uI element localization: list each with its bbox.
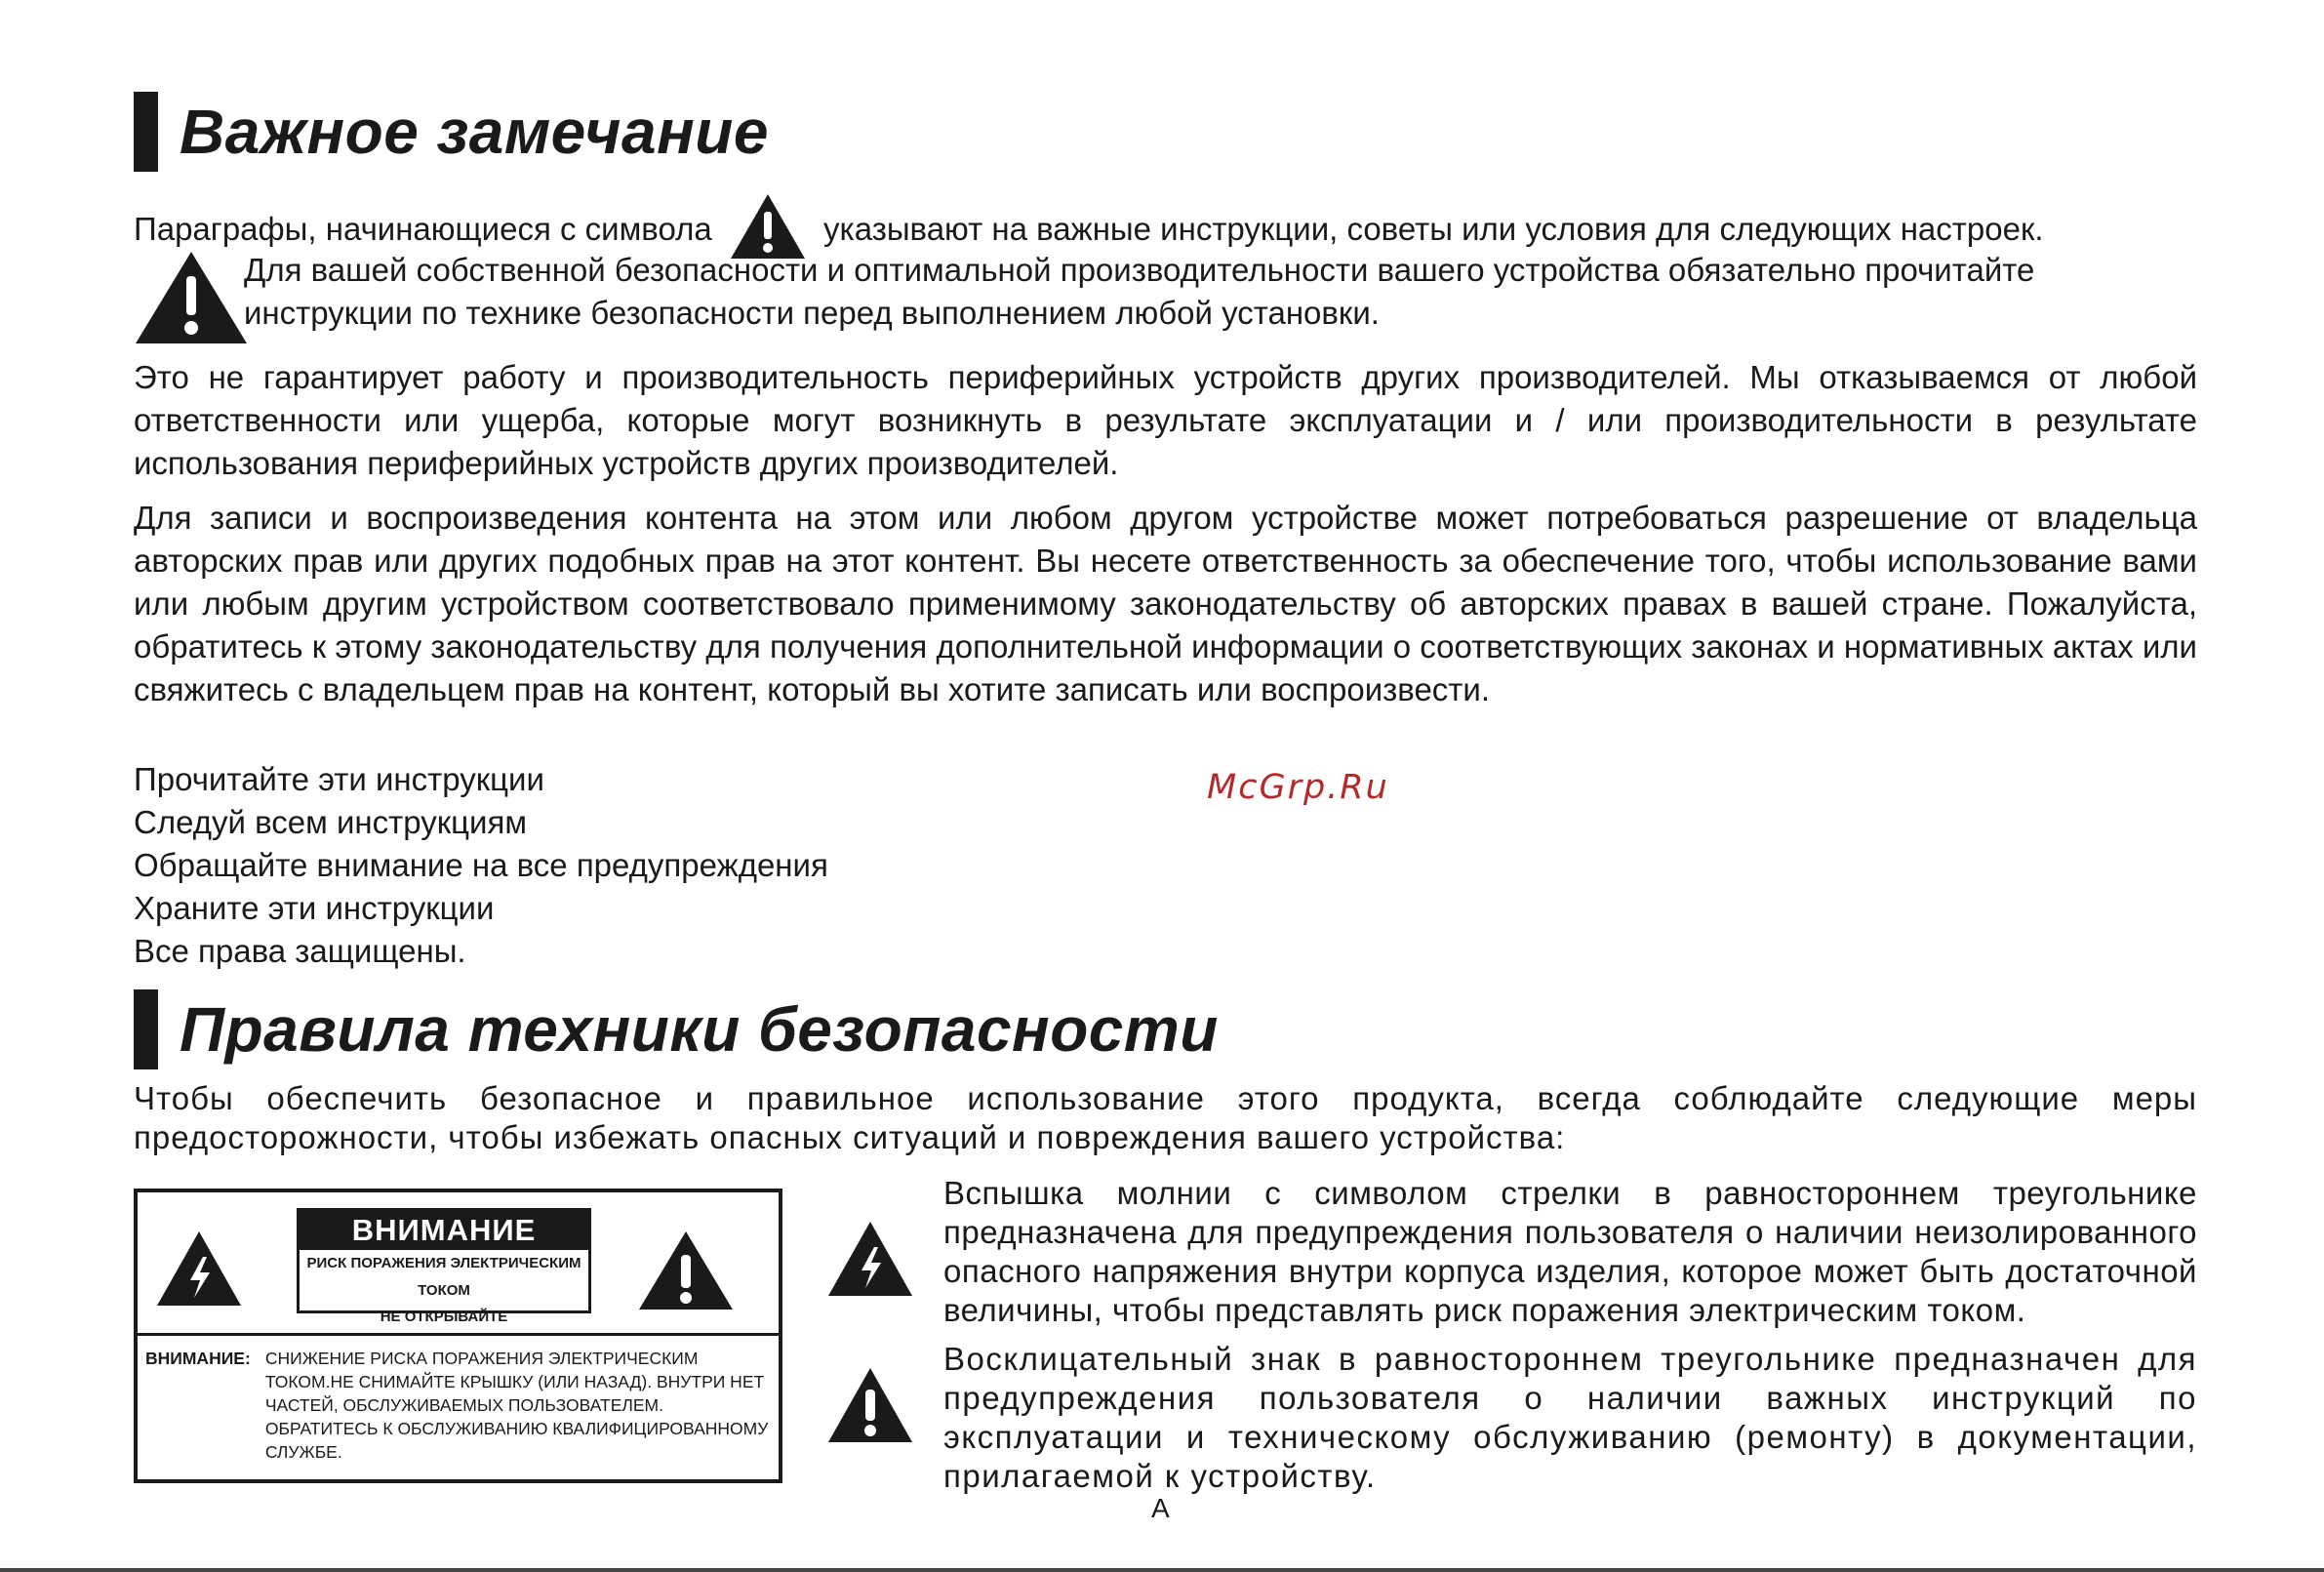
list-item: Храните эти инструкции [134,890,495,926]
warning-caption-line: НЕ ОТКРЫВАЙТЕ [380,1309,508,1325]
copyright-paragraph: Для записи и воспроизведения контента на этом или любом другом устройстве может потребоваться разрешение от владельца авторских прав или других подобных прав на этот контент. Вы несете ответственность за обеспечение того, чтобы использование вами или любым другим устройством соответствовало применимому законодательству об авторских правах в вашей стране. Пожалуйста, обратитесь к этому законодательству для получения дополнительной информации о соответствующих законах и нормативных актах или свяжитесь с владельцем прав на контент, который вы хотите записать или воспроизвести. [134,500,2197,707]
page-number: A [1151,1493,1170,1523]
safety-note [134,249,2197,346]
list-item: Обращайте внимание на все предупреждения [134,847,828,883]
warning-label-bottom [145,1347,773,1464]
section-heading-important [134,93,769,171]
lightning-explanation: Вспышка молнии с символом стрелки в равностороннем треугольнике предназначена для предупреждения пользователя о наличии неизолированного опасного напряжения внутри корпуса изделия, которое может быть достаточной величины, чтобы представлять риск поражения электрическим током. [943,1175,2197,1328]
heading-bar [134,92,158,172]
safety-note-text: Для вашей собственной безопасности и оптимальной производительности вашего устройства обязательно прочитайте инструкции по технике безопасности перед выполнением любой установки. [244,252,2035,331]
list-item: Все права защищены. [134,933,466,969]
warning-caption [297,1208,591,1325]
section-heading-safety [134,990,1219,1068]
warning-caption-line: РИСК ПОРАЖЕНИЯ ЭЛЕКТРИЧЕСКИМ ТОКОМ [306,1255,581,1299]
warning-label-prefix: ВНИМАНИЕ: [145,1349,251,1368]
disclaimer-paragraph: Это не гарантирует работу и производительность периферийных устройств других производителей. Мы отказываемся от любой ответственности или ущерба, которые могут возникнуть в результате эксплуатации и / или производительности в результате использования периферийных устройств других производителей. [134,359,2197,481]
heading-bar [134,989,158,1069]
intro-before: Параграфы, начинающиеся с символа [134,211,712,248]
watermark: McGrp.Ru [1207,768,1389,807]
warning-label-box [134,1189,782,1483]
exclamation-explanation: Восклицательный знак в равностороннем треугольнике предназначен для предупреждения пользователя о наличии важных инструкций по эксплуатации и техническому обслуживанию (ремонту) в документации, прилагаемой к устройству. [943,1341,2197,1494]
list-item: Прочитайте эти инструкции [134,761,544,797]
lightning-triangle-icon [155,1229,243,1312]
warning-label-top [138,1192,779,1336]
exclamation-triangle-icon [134,249,249,351]
instruction-list [134,758,828,973]
intro-after: указывают на важные инструкции, советы или условия для следующих настроек. [823,211,2044,248]
exclamation-triangle-icon [826,1366,914,1449]
list-item: Следуй всем инструкциям [134,804,528,840]
footer-line [0,1568,2324,1572]
heading-text: Важное замечание [180,97,769,167]
warning-label-text: СНИЖЕНИЕ РИСКА ПОРАЖЕНИЯ ЭЛЕКТРИЧЕСКИМ ТОКОМ.НЕ СНИМАЙТЕ КРЫШКУ (ИЛИ НАЗАД). ВНУТРИ НЕТ ЧАСТЕЙ, ОБСЛУЖИВАЕМЫХ ПОЛЬЗОВАТЕЛЕМ. ОБРАТИТЕСЬ К ОБСЛУЖИВАНИЮ КВАЛИФИЦИРОВАННОМУ СЛУЖБЕ. [264,1349,769,1462]
lightning-triangle-icon [826,1220,914,1303]
warning-caption-title: ВНИМАНИЕ [300,1211,588,1250]
safety-intro: Чтобы обеспечить безопасное и правильное использование этого продукта, всегда соблюдайте следующие меры предосторожности, чтобы избежать опасных ситуаций и повреждения вашего устройства: [134,1080,2197,1155]
exclamation-triangle-icon [637,1229,735,1316]
heading-text: Правила техники безопасности [180,994,1219,1065]
